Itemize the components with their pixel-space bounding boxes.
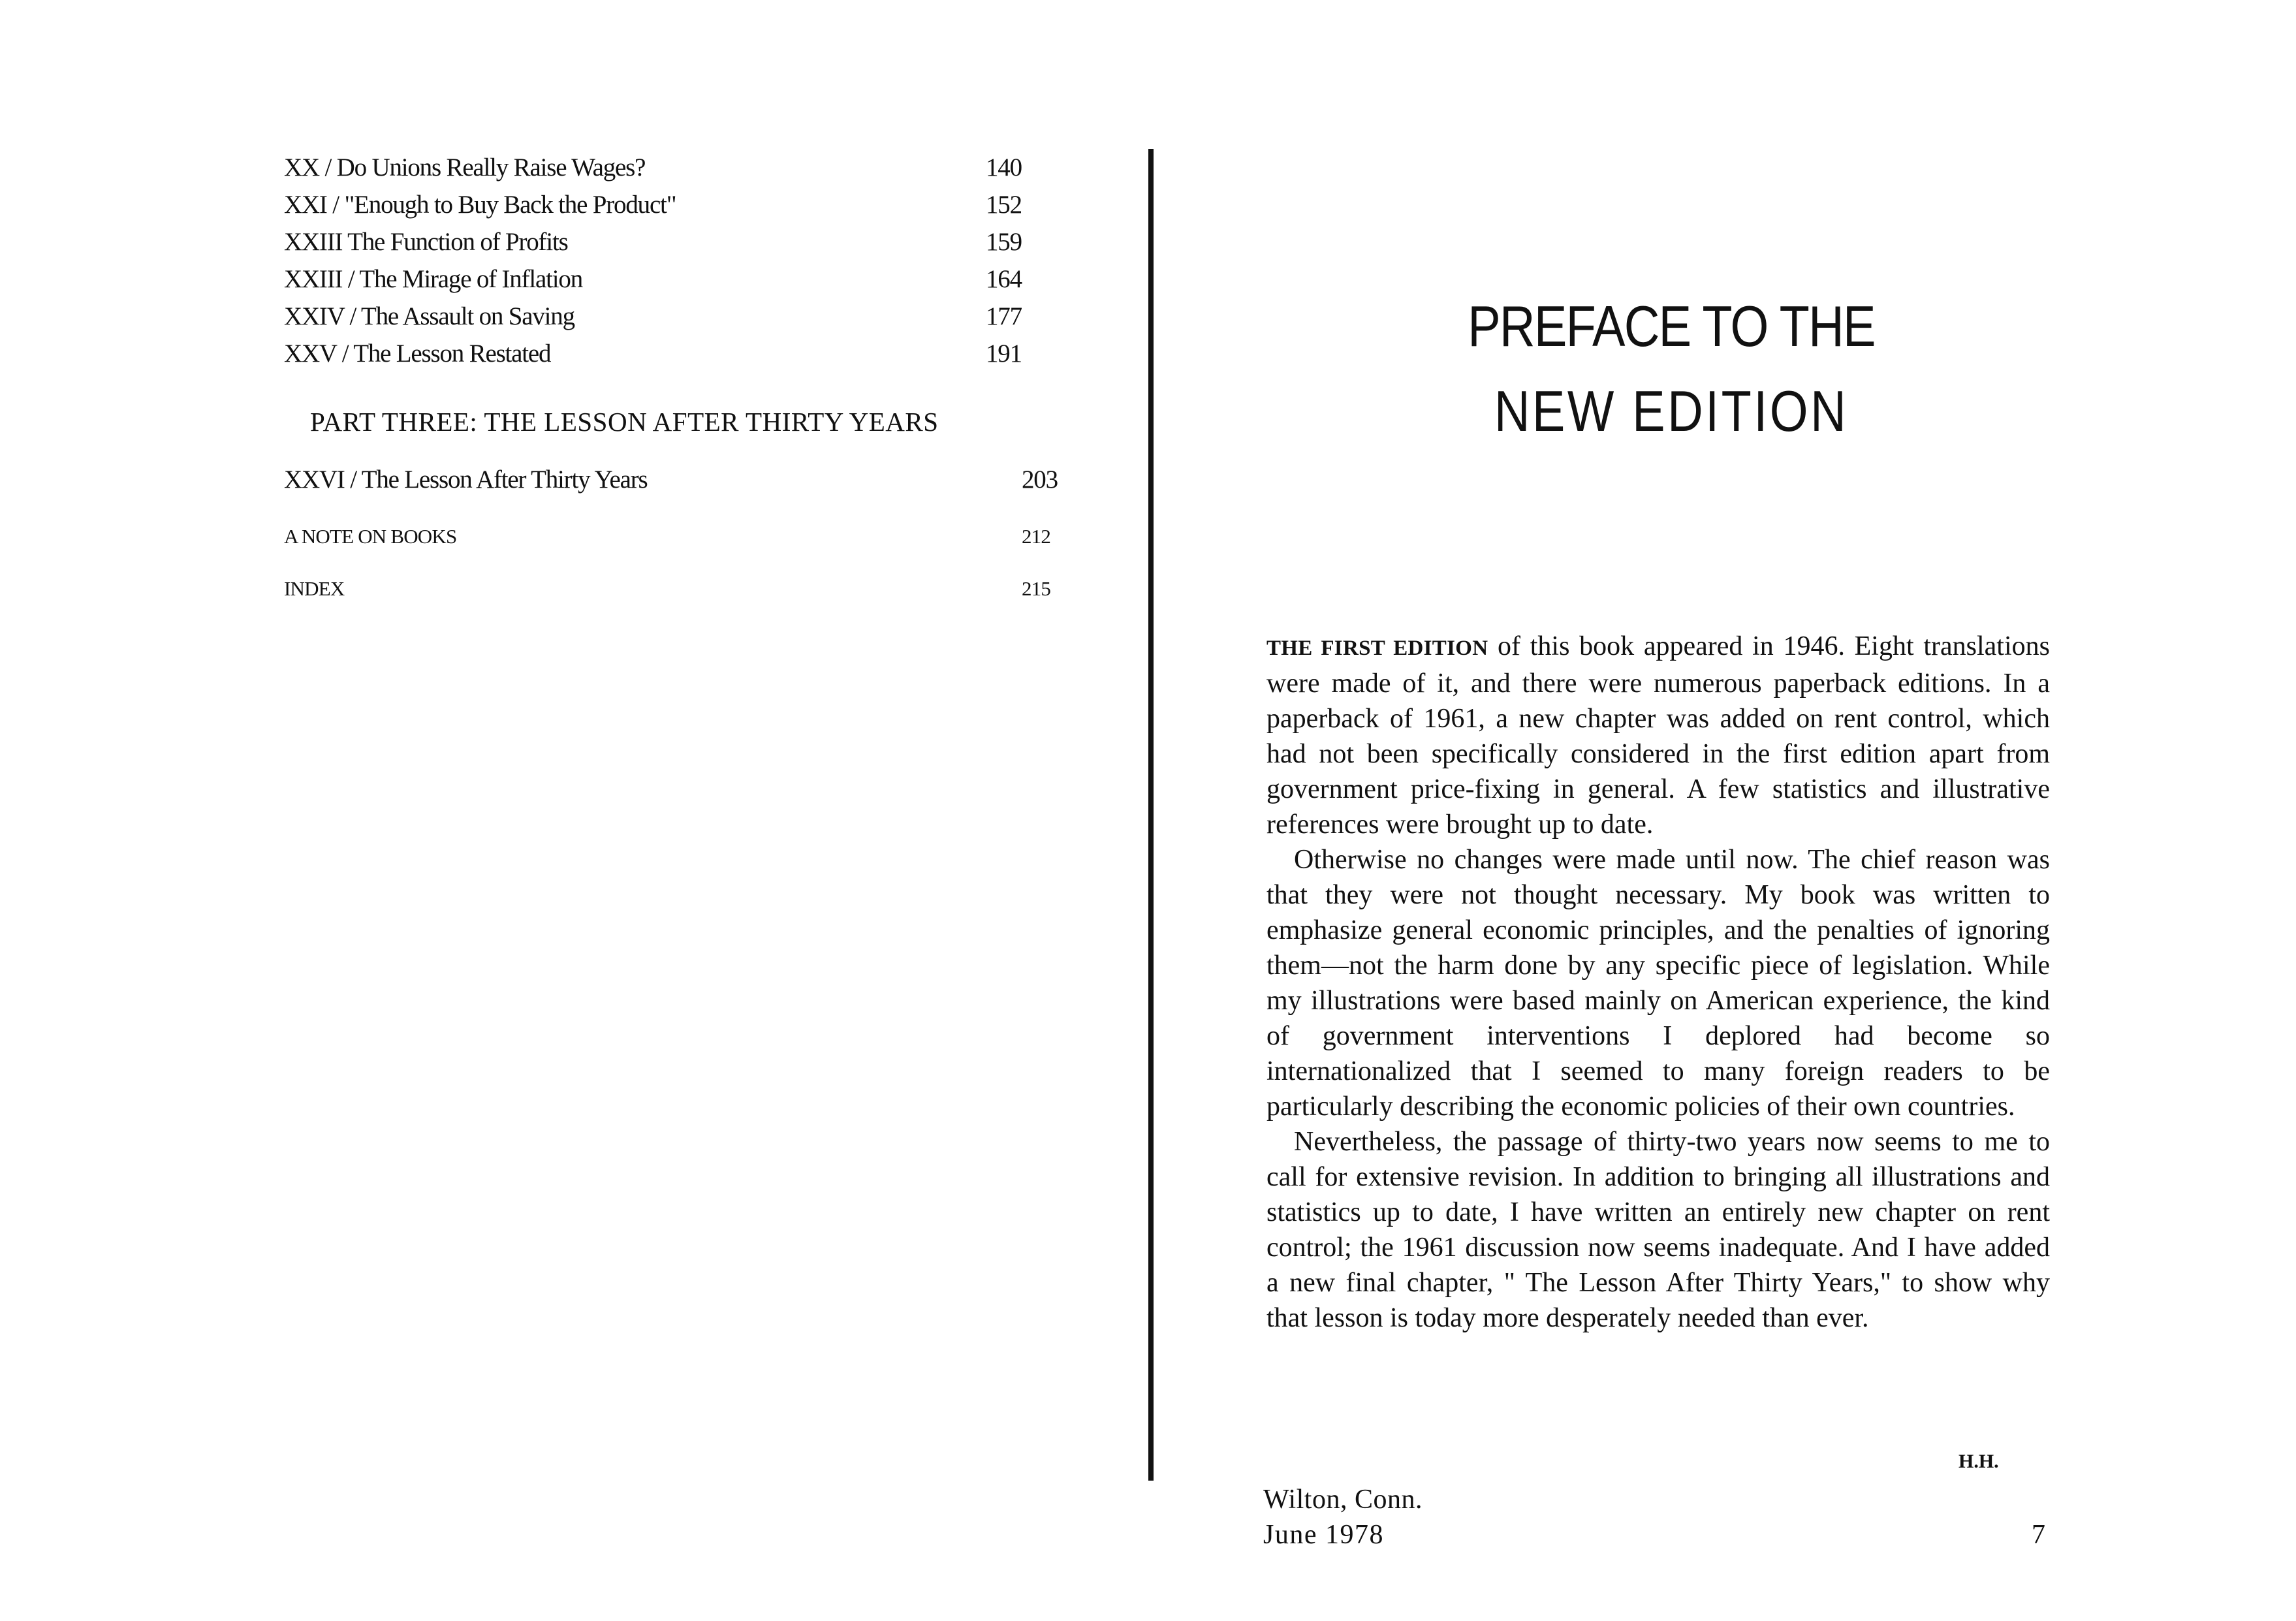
toc-entry-title: XXIII The Function of Profits [284,228,568,256]
author-initials: H.H. [1958,1451,1999,1472]
toc-entry [284,223,1093,260]
toc-entry [284,149,1093,186]
toc-entry-title: INDEX [284,577,345,600]
toc-entry-page: 159 [986,228,1022,256]
lead-in-caps: THE FIRST EDITION [1266,637,1488,660]
toc-entry-page: 212 [1022,525,1051,548]
paragraph-text: of this book appeared in 1946. Eight translations were made of it, and there were numerous paperback editions. In a paperback of 1961, a new chapter was added on rent control, which had not been specifically considered in the first edition apart from government price-fixing in general. A few statistics and illustrative references were brought up to date. [1266,631,2050,840]
toc-entry-title: XXIII / The Mirage of Inflation [284,265,583,293]
toc-entry-title: XXIV / The Assault on Saving [284,302,574,330]
toc-entry-index [284,570,1093,607]
toc-entry-title: XXVI / The Lesson After Thirty Years [284,465,648,494]
preface-body [1266,629,2050,1336]
toc-entry-page: 215 [1022,577,1051,600]
toc-entry-title: A NOTE ON BOOKS [284,525,457,548]
preface-paragraph [1266,629,2050,842]
toc-entry-page: 152 [986,191,1022,219]
toc-entry [284,186,1093,223]
toc-part-heading: PART THREE: THE LESSON AFTER THIRTY YEARS [310,407,939,437]
preface-date: June 1978 [1263,1520,1384,1550]
toc-entry [284,298,1093,335]
preface-paragraph: Nevertheless, the passage of thirty-two years now seems to me to call for extensive revision. In addition to bringing all illustrations and statistics up to date, I have written an entirely new chapter on rent control; the 1961 discussion now seems inadequate. And I have added a new final chapter, " The Lesson After Thirty Years," to show why that lesson is today more desperately needed than ever. [1266,1127,2050,1333]
toc-entry-page: 140 [986,153,1022,181]
toc-entry-title: XXV / The Lesson Restated [284,339,551,368]
toc-entry-title: XXI / "Enough to Buy Back the Product" [284,191,676,219]
toc-entry [284,260,1093,298]
toc-entry-page: 164 [986,265,1022,293]
preface-heading-line2: NEW EDITION [1494,379,1849,443]
toc-entry-page: 191 [986,339,1022,368]
page-number: 7 [2032,1520,2045,1550]
page-divider [1148,149,1154,1481]
toc-entry-page: 203 [1022,465,1058,494]
toc-entry-note-on-books [284,518,1093,555]
toc-entry [284,461,1093,498]
toc-entry-page: 177 [986,302,1022,330]
table-of-contents [284,149,1093,372]
toc-entry [284,335,1093,372]
preface-place: Wilton, Conn. [1263,1485,1423,1515]
toc-entry-title: XX / Do Unions Really Raise Wages? [284,153,646,181]
preface-paragraph: Otherwise no changes were made until now. The chief reason was that they were not thought necessary. My book was written to emphasize general economic principles, and the penalties of ignoring them—not the harm done by any specific piece of legislation. While my illustrations were based mainly on American experience, the kind of government interventions I deplored had become so internationalized that I seemed to many foreign readers to be particularly describing the economic policies of their own countries. [1266,845,2050,1122]
preface-heading-line1: PREFACE TO THE [1468,294,1875,358]
